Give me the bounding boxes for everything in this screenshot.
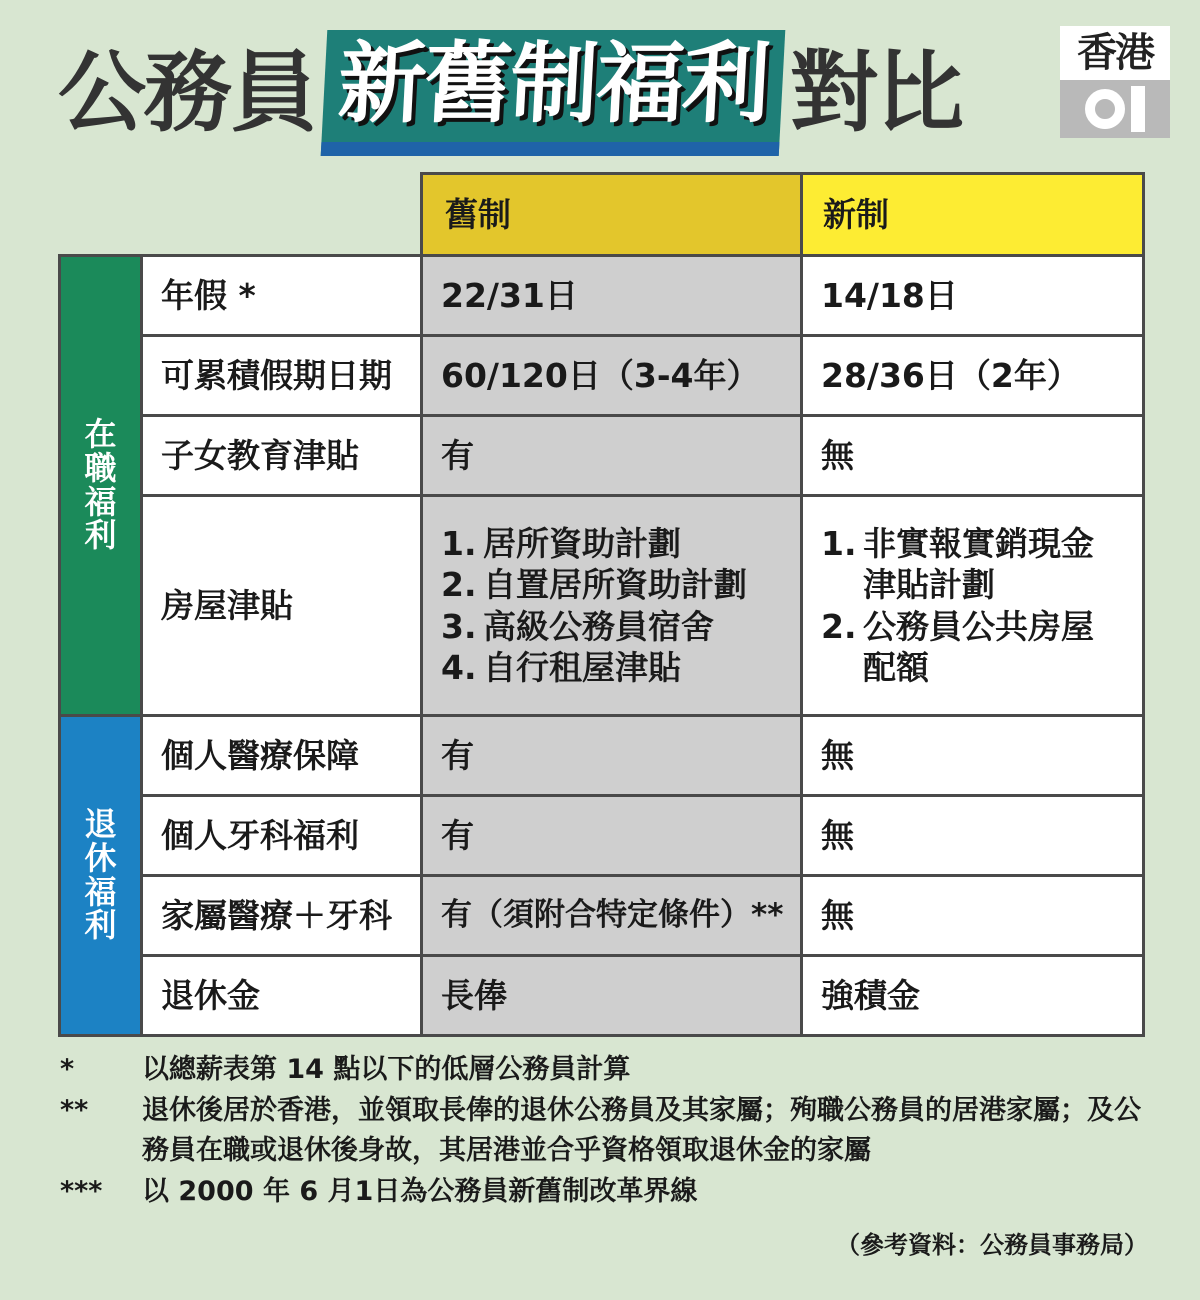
table-row: [60, 796, 1144, 876]
table-row: [60, 876, 1144, 956]
title-part1: 公務員: [58, 41, 317, 144]
row-new-value: 無: [802, 716, 1144, 796]
table-row: [60, 496, 1144, 716]
row-item: 可累積假期日期: [142, 336, 422, 416]
row-item: 個人醫療保障: [142, 716, 422, 796]
footnote-mark: **: [60, 1094, 89, 1126]
footnote-text: 以總薪表第 14 點以下的低層公務員計算: [142, 1054, 631, 1085]
table-row: [60, 956, 1144, 1036]
list-item: [441, 606, 782, 647]
footnote: [60, 1172, 1150, 1213]
row-old-value: 長俸: [422, 956, 802, 1036]
footnote-text: 以 2000 年 6 月1日為公務員新舊制改革界線: [142, 1175, 698, 1207]
row-item: 年假 *: [142, 256, 422, 336]
blank-cell: [60, 174, 142, 256]
row-item: 房屋津貼: [142, 496, 422, 716]
row-new-value: 28/36日（2年）: [802, 336, 1144, 416]
comparison-table-wrapper: [58, 172, 1142, 1037]
category-label: 在職福利: [84, 415, 117, 555]
row-old-value: 有: [422, 416, 802, 496]
category-label: 退休福利: [84, 805, 117, 945]
row-new-value: [802, 496, 1144, 716]
row-item: 子女教育津貼: [142, 416, 422, 496]
footnotes: [60, 1050, 1150, 1212]
row-old-value: 60/120日（3-4年）: [422, 336, 802, 416]
footnote-text: 退休後居於香港，並領取長俸的退休公務員及其家屬；殉職公務員的居港家屬；及公務員在職或退休後身故，其居港並合乎資格領取退休金的家屬: [142, 1094, 1141, 1166]
source-note: （參考資料：公務員事務局）: [836, 1231, 1148, 1259]
list-text: 公務員公共房屋配額: [863, 606, 1094, 687]
footnote-mark: *: [60, 1054, 75, 1085]
footnote: [60, 1050, 1150, 1091]
list-item: [441, 564, 782, 605]
list-item: [821, 606, 1124, 689]
row-new-value: 無: [802, 876, 1144, 956]
old-housing-list: [441, 523, 782, 688]
header-row: [60, 174, 1144, 256]
row-new-value: 無: [802, 796, 1144, 876]
list-text: 高級公務員宿舍: [483, 606, 714, 646]
list-number: 2.: [441, 565, 477, 605]
table-row: [60, 256, 1144, 336]
new-housing-list: [821, 523, 1124, 688]
category-retirement: [60, 716, 142, 1036]
list-number: 3.: [441, 606, 477, 646]
list-text: 自置居所資助計劃: [483, 565, 747, 605]
title-highlight: 新舊制福利: [321, 30, 786, 156]
list-item: [441, 523, 782, 564]
row-item: 家屬醫療＋牙科: [142, 876, 422, 956]
title-part2: 對比: [790, 41, 963, 144]
list-number: 4.: [441, 647, 477, 687]
row-old-value: 22/31日: [422, 256, 802, 336]
list-text: 非實報實銷現金津貼計劃: [863, 524, 1094, 605]
list-number: 2.: [821, 606, 857, 646]
table-row: [60, 716, 1144, 796]
row-old-value: 有: [422, 716, 802, 796]
footnote: [60, 1091, 1150, 1172]
table-row: [60, 336, 1144, 416]
page-title: [58, 28, 962, 158]
comparison-table: [58, 172, 1145, 1037]
hk01-logo: [1060, 26, 1170, 138]
logo-01-mark: [1060, 80, 1170, 138]
table-row: [60, 416, 1144, 496]
footnote-mark: ***: [60, 1175, 103, 1207]
row-old-value: [422, 496, 802, 716]
list-number: 1.: [441, 524, 477, 563]
list-text: 居所資助計劃: [483, 524, 681, 563]
row-old-value: 有（須附合特定條件）**: [422, 876, 802, 956]
row-new-value: 無: [802, 416, 1144, 496]
list-number: 1.: [821, 524, 857, 563]
category-in-service: [60, 256, 142, 716]
logo-one-bar: [1131, 86, 1145, 132]
list-item: [821, 523, 1124, 606]
blank-cell: [142, 174, 422, 256]
logo-top-text: 香港: [1060, 26, 1170, 80]
list-text: 自行租屋津貼: [483, 647, 681, 687]
logo-zero-ring: [1085, 89, 1125, 129]
list-item: [441, 647, 782, 688]
row-new-value: 強積金: [802, 956, 1144, 1036]
header-new-scheme: 新制: [802, 174, 1144, 256]
row-old-value: 有: [422, 796, 802, 876]
row-item: 退休金: [142, 956, 422, 1036]
row-new-value: 14/18日: [802, 256, 1144, 336]
header-old-scheme: 舊制: [422, 174, 802, 256]
row-item: 個人牙科福利: [142, 796, 422, 876]
